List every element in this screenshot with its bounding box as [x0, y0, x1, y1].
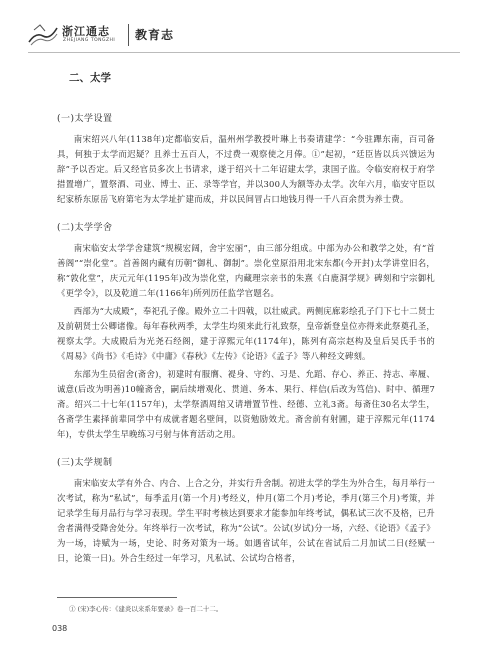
header-divider: [128, 24, 129, 46]
chapter-heading: 二、太学: [69, 72, 111, 84]
footnote-rule: [57, 597, 177, 598]
paragraph: 西部为“大成殿”，奉祀孔子像。殿外立二十四戟，以壮威武。两侧庑廊彩绘孔子门下七十二贤士及前朝贤士公卿诸像。每年春秋两季，太学生均须来此行礼致祭，皇帝新登皇位亦得来此祭奠孔圣，视察太学。大成殿后为光尧石经阁，建于淳熙元年(1174年)，陈列有高宗赵构及皇后吴氏手书的《周易》《尚书》《毛诗》《中庸》《春秋》《左传》《论语》《孟子》等八种经文碑刻。: [57, 306, 435, 361]
subheading-regulations: (三)太学规制: [57, 458, 113, 468]
paragraph: 东部为生员宿舍(斋舍)，初建时有服膺、褆身、守约、习是、允蹈、存心、养正、持志、率履、诚意(后改为明善)10幢斋舍，嗣后续增观化、贯道、务本、果行、样信(后改为笃信)、时中、循理7斋。绍兴二十七年(1157年)，太学祭酒周绾又请增置节性、经德、立礼3斋。每斋住30名太学生，各斋学生素择前辈同学中有成就者题名壁间，以资勉励效尤。斋舍前有射圃，建于淳熙元年(1174年)，专供太学生早晚练习弓射与体育活动之用。: [57, 369, 435, 439]
logo-icon: [28, 22, 58, 46]
paragraph: 南宋绍兴八年(1138年)定都临安后，温州州学教授叶琳上书奏请建学：“今驻蹕东南，百司备具，何独于太学而迟疑？且养士五百人，不过费一观察使之月俸。①”起初，“廷臣皆以兵兴馈运为辞”予以否定。后又经官员多次上书请求，遂于绍兴十二年诏建太学，隶国子监。令临安府权于府学措置增广，置祭酒、司业、博士、正、录等学官，并以300人为额等办太学。次年六月，临安守臣以纪家桥东原岳飞府第宅为太学址扩建而成，并以民间冒占口地钱月得一千八百余贯为养士费。: [57, 134, 435, 204]
header-rule: [28, 52, 460, 53]
page-header: [28, 20, 460, 54]
subheading-setup: (一)太学设置: [57, 114, 113, 124]
logo-title: 浙江通志: [62, 25, 110, 38]
paragraph: 南宋临安太学学舍建筑“规模宏阔，舍宇宏丽”，由三部分组成。中部为办公和教学之处，有“首善阁”“崇化堂”。首善阁内藏有历朝“御札、御制”。崇化堂原沿用北宋东都(今开封)太学讲堂旧名，称“敦化堂”，庆元元年(1195年)改为崇化堂，内藏理宗亲书的朱熹《白鹿洞学规》碑刻和宁宗御札《更学令》，以及乾道二年(1166年)所列历任监学官题名。: [57, 243, 435, 298]
footnote: ① (宋)李心传：《建炎以来系年要录》卷一百二十二。: [69, 605, 223, 613]
paragraph: 南宋临安太学有外合、内合、上合之分，并实行升舍制。初进太学的学生为外合生，每月举行一次考试，称为“私试”，每季孟月(第一个月)考经义，仲月(第二个月)考论，季月(第三个月)考策，并记录学生每月品行与学习表现。学生平时考核达到要求才能参加年终考试，偶私试三次不及格，已升舍者满得受降舍处分。年终举行一次考试，称为“公试”。公试(岁试)分一场，六经、《论语》《孟子》为一场，诗赋为一场，史论、时务对策为一场。如遇省试年，公试在省试后二月加试二日(经赋一日，论策一日)。外合生经过一年学习，凡私试、公试均合格者，: [57, 478, 435, 563]
section-title: 教育志: [135, 28, 175, 42]
logo-subtitle: ZHEJIANG TONGZHI: [63, 38, 116, 43]
subheading-dormitory: (二)太学学舍: [57, 223, 113, 233]
main-content: [57, 70, 435, 569]
page-number: 038: [52, 624, 68, 633]
